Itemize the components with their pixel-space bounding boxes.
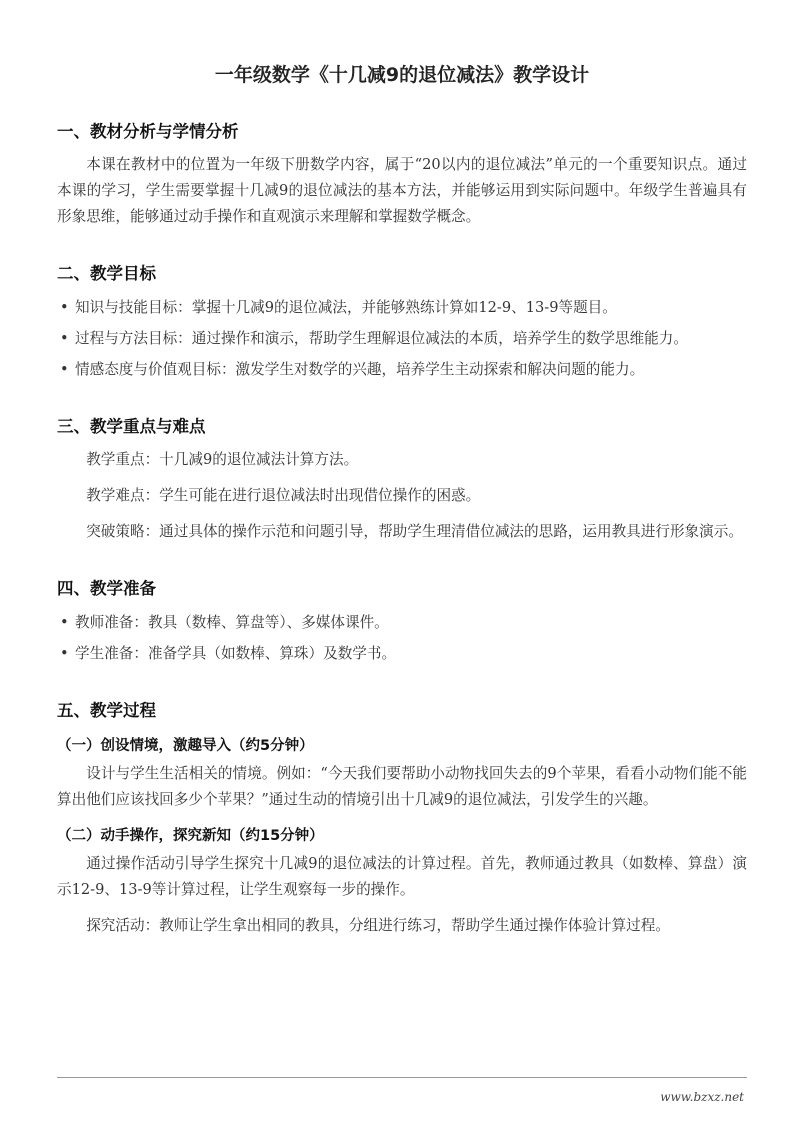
footer-divider xyxy=(57,1077,747,1078)
document-body xyxy=(57,62,747,949)
section-heading: 五、教学过程 xyxy=(57,701,156,720)
list-item: • 过程与方法目标：通过操作和演示，帮助学生理解退位减法的本质，培养学生的数学思维能力。 xyxy=(57,325,747,352)
paragraph: 本课在教材中的位置为一年级下册数学内容，属于“20以内的退位减法”单元的一个重要知识点。通过本课的学习，学生需要掌握十几减9的退位减法的基本方法，并能够运用到实际问题中。年级学生普遍具有形象思维，能够通过动手操作和直观演示来理解和掌握数学概念。 xyxy=(57,156,747,225)
list-item: • 知识与技能目标：掌握十几减9的退位减法，并能够熟练计算如12-9、13-9等题目。 xyxy=(57,294,747,321)
paragraph: 设计与学生生活相关的情境。例如：“今天我们要帮助小动物找回失去的9个苹果，看看小动物们能不能算出他们应该找回多少个苹果？”通过生动的情境引出十几减9的退位减法，引发学生的兴趣。 xyxy=(57,765,747,808)
section-heading: 一、教材分析与学情分析 xyxy=(57,122,239,141)
paragraph: 通过操作活动引导学生探究十几减9的退位减法的计算过程。首先，教师通过教具（如数棒、算盘）演示12-9、13-9等计算过程，让学生观察每一步的操作。 xyxy=(57,855,747,898)
paragraph: 探究活动：教师让学生拿出相同的教具，分组进行练习，帮助学生通过操作体验计算过程。 xyxy=(86,917,670,934)
list-item: • 学生准备：准备学具（如数棒、算珠）及数学书。 xyxy=(57,640,747,667)
section-heading: 二、教学目标 xyxy=(57,264,156,283)
subsection-heading: （一）创设情境，激趣导入（约5分钟） xyxy=(57,738,314,754)
paragraph: 教学难点：学生可能在进行退位减法时出现借位操作的困惑。 xyxy=(86,487,481,504)
subsection-heading: （二）动手操作，探究新知（约15分钟） xyxy=(57,828,324,844)
document-title: 一年级数学《十几减9的退位减法》教学设计 xyxy=(214,64,590,86)
section-heading: 四、教学准备 xyxy=(57,579,156,598)
paragraph: 突破策略：通过具体的操作示范和问题引导，帮助学生理清借位减法的思路，运用教具进行形象演示。 xyxy=(86,523,743,540)
section-heading: 三、教学重点与难点 xyxy=(57,417,206,436)
list-item: • 情感态度与价值观目标：激发学生对数学的兴趣，培养学生主动探索和解决问题的能力。 xyxy=(57,356,747,383)
list-item: • 教师准备：教具（数棒、算盘等）、多媒体课件。 xyxy=(57,609,747,636)
paragraph: 教学重点：十几减9的退位减法计算方法。 xyxy=(86,451,359,468)
footer-url: www.bzxz.net xyxy=(660,1090,744,1104)
